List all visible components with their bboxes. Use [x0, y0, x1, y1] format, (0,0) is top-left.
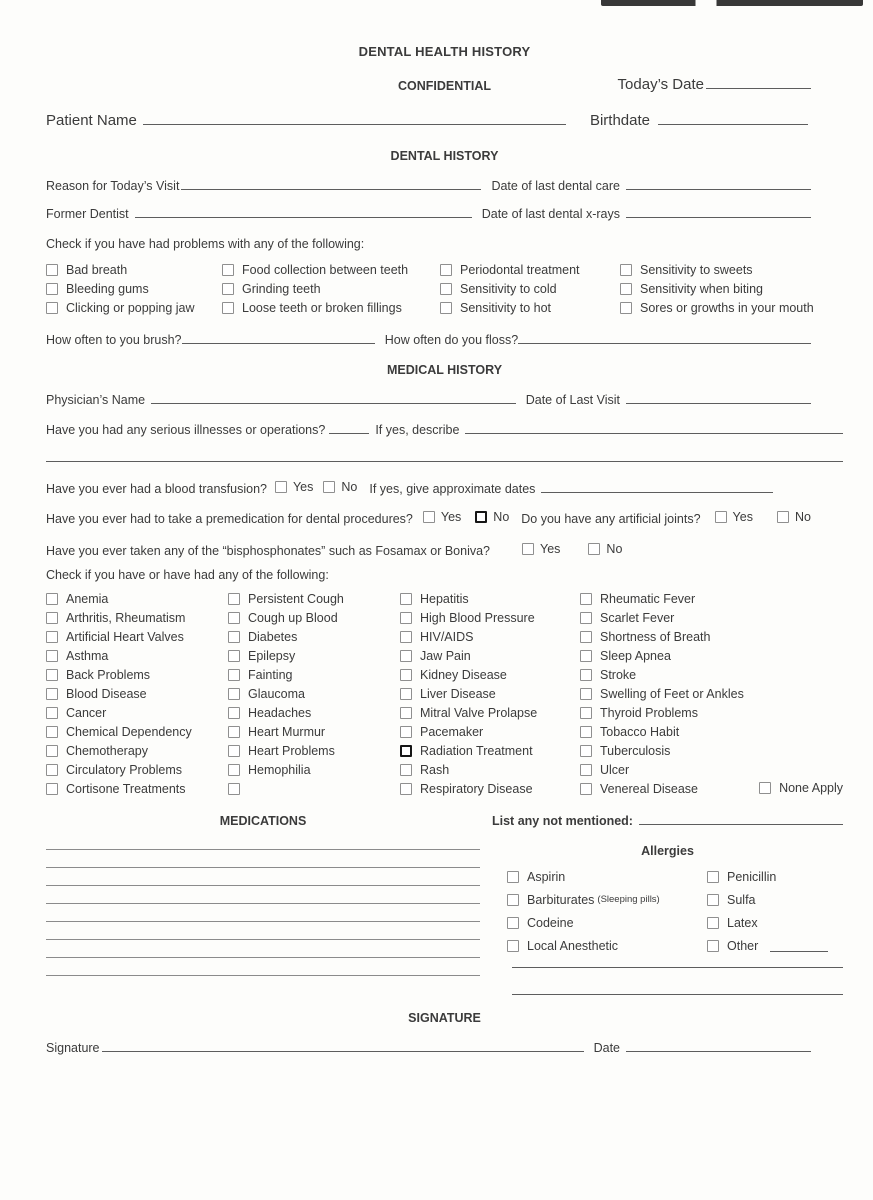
condition-item[interactable] [228, 611, 400, 625]
form-title: DENTAL HEALTH HISTORY [358, 44, 531, 59]
condition-item[interactable] [46, 782, 228, 796]
checkbox[interactable] [222, 302, 234, 314]
problem-item[interactable] [46, 301, 222, 315]
checkbox-label: Cortisone Treatments [66, 782, 186, 796]
condition-item[interactable] [46, 668, 228, 682]
allergy-extra-line-input[interactable] [512, 994, 843, 995]
checkbox[interactable] [228, 669, 240, 681]
condition-item[interactable] [400, 706, 580, 720]
checkbox-label: Hepatitis [420, 592, 469, 606]
checkbox[interactable] [440, 264, 452, 276]
physician-label: Physician’s Name [46, 393, 146, 407]
illness-continuation-line[interactable] [46, 461, 843, 462]
condition-item[interactable] [46, 649, 228, 663]
checkbox[interactable] [275, 481, 287, 493]
condition-item[interactable] [580, 763, 843, 777]
checkbox-label: Other [727, 939, 759, 953]
checkbox[interactable] [707, 871, 719, 883]
todays-date-field [618, 76, 811, 93]
checkbox[interactable] [400, 783, 412, 795]
checkbox-label: Latex [727, 916, 758, 930]
if-yes-describe-label: If yes, describe [375, 423, 460, 437]
brush-floss-row [46, 333, 811, 347]
condition-item[interactable] [580, 630, 843, 644]
checkbox-label: Ulcer [600, 763, 630, 777]
former-dentist-input[interactable] [135, 207, 472, 218]
checkbox-label: Glaucoma [248, 687, 305, 701]
checkbox[interactable] [580, 726, 592, 738]
transfusion-yes-checkbox[interactable] [275, 480, 313, 494]
checkbox-label: Sensitivity to hot [460, 301, 552, 315]
condition-item[interactable] [400, 592, 580, 606]
problems-grid [46, 263, 843, 315]
not-mentioned-input[interactable] [639, 814, 843, 825]
problem-item[interactable] [440, 282, 620, 296]
last-xrays-input[interactable] [626, 207, 811, 218]
medications-heading: MEDICATIONS [219, 814, 307, 828]
checkbox-label: Liver Disease [420, 687, 496, 701]
medication-line-input[interactable] [46, 868, 480, 886]
allergy-item-penicillin[interactable] [707, 870, 843, 884]
checkbox-label: Kidney Disease [420, 668, 507, 682]
last-care-label: Date of last dental care [491, 179, 620, 193]
birthdate-label: Birthdate [589, 112, 650, 129]
checkbox-label: Jaw Pain [420, 649, 471, 663]
problem-item[interactable] [620, 301, 843, 315]
checkbox[interactable] [580, 612, 592, 624]
brush-input[interactable] [182, 333, 375, 344]
allergy-item-sulfa[interactable] [707, 893, 843, 907]
last-visit-label: Date of Last Visit [525, 393, 620, 407]
checkbox[interactable] [400, 669, 412, 681]
condition-item[interactable] [400, 725, 580, 739]
allergy-other-input[interactable] [770, 941, 828, 952]
checkbox[interactable] [400, 745, 412, 757]
allergy-item-local-anesthetic[interactable] [507, 939, 707, 953]
condition-item[interactable] [400, 687, 580, 701]
checkbox-label: Thyroid Problems [600, 706, 698, 720]
checkbox[interactable] [400, 726, 412, 738]
checkbox-label: Swelling of Feet or Ankles [600, 687, 744, 701]
checkbox[interactable] [580, 631, 592, 643]
checkbox-sublabel: (Sleeping pills) [597, 894, 660, 905]
checkbox-label: Sleep Apnea [600, 649, 671, 663]
problem-item[interactable] [46, 282, 222, 296]
checkbox-label: Fainting [248, 668, 293, 682]
yes-label: Yes [292, 480, 314, 494]
bisphosphonates-row [46, 542, 843, 558]
no-label: No [606, 542, 623, 556]
condition-item[interactable] [46, 611, 228, 625]
checkbox[interactable] [522, 543, 534, 555]
allergy-item-latex[interactable] [707, 916, 843, 930]
artificial-joints-yes-checkbox[interactable] [715, 510, 753, 524]
checkbox-label: Radiation Treatment [420, 744, 533, 758]
checkbox[interactable] [580, 707, 592, 719]
problem-item[interactable] [440, 263, 620, 277]
checkbox[interactable] [46, 612, 58, 624]
condition-item[interactable] [580, 706, 843, 720]
checkbox[interactable] [228, 764, 240, 776]
condition-item[interactable] [46, 725, 228, 739]
checkbox-label: Blood Disease [66, 687, 147, 701]
checkbox-label: Scarlet Fever [600, 611, 675, 625]
signature-input[interactable] [102, 1041, 584, 1052]
checkbox[interactable] [400, 650, 412, 662]
checkbox-label: Food collection between teeth [242, 263, 409, 277]
checkbox[interactable] [580, 783, 592, 795]
premedication-yes-checkbox[interactable] [423, 510, 461, 524]
checkbox-label: Codeine [527, 916, 574, 930]
allergy-item-aspirin[interactable] [507, 870, 707, 884]
checkbox-label: Local Anesthetic [527, 939, 619, 953]
checkbox[interactable] [228, 631, 240, 643]
transfusion-no-checkbox[interactable] [323, 480, 357, 494]
former-dentist-label: Former Dentist [46, 207, 129, 221]
medication-line-input[interactable] [46, 922, 480, 940]
checkbox[interactable] [46, 302, 58, 314]
allergies-grid [492, 870, 843, 953]
checkbox-label: Pacemaker [420, 725, 484, 739]
illness-describe-input[interactable] [465, 423, 843, 434]
checkbox-label: Loose teeth or broken fillings [242, 301, 402, 315]
checkbox-label: Respiratory Disease [420, 782, 533, 796]
last-visit-input[interactable] [626, 393, 811, 404]
condition-item[interactable] [46, 763, 228, 777]
checkbox-label: Heart Problems [248, 744, 335, 758]
condition-item[interactable] [46, 592, 228, 606]
conditions-grid [46, 592, 843, 796]
problems-prompt: Check if you have had problems with any of the following: [46, 237, 365, 251]
yes-label: Yes [732, 510, 753, 524]
checkbox-label: Sensitivity when biting [640, 282, 763, 296]
birthdate-input[interactable] [658, 114, 808, 125]
checkbox[interactable] [400, 593, 412, 605]
checkbox[interactable] [507, 894, 519, 906]
checkbox-label: Sensitivity to sweets [640, 263, 753, 277]
conditions-prompt: Check if you have or have had any of the following: [46, 568, 329, 582]
illness-label: Have you had any serious illnesses or operations? [46, 423, 326, 437]
problem-item[interactable] [620, 263, 843, 277]
checkbox-label: Headaches [248, 706, 312, 720]
checkbox-label: Back Problems [66, 668, 151, 682]
condition-item[interactable] [228, 649, 400, 663]
checkbox-label: Shortness of Breath [600, 630, 711, 644]
checkbox[interactable] [715, 511, 727, 523]
checkbox[interactable] [400, 764, 412, 776]
checkbox[interactable] [580, 764, 592, 776]
checkbox[interactable] [222, 283, 234, 295]
checkbox-label: Venereal Disease [600, 782, 698, 796]
checkbox-label: High Blood Pressure [420, 611, 535, 625]
condition-item[interactable] [228, 668, 400, 682]
problem-item[interactable] [222, 301, 440, 315]
condition-item[interactable] [228, 725, 400, 739]
condition-item[interactable] [580, 611, 843, 625]
checkbox[interactable] [620, 283, 632, 295]
transfusion-dates-label: If yes, give approximate dates [369, 482, 536, 496]
date-input[interactable] [626, 1041, 811, 1052]
checkbox-label: HIV/AIDS [420, 630, 474, 644]
date-label: Date [593, 1041, 620, 1055]
checkbox[interactable] [46, 688, 58, 700]
artificial-joints-no-checkbox[interactable] [777, 510, 811, 524]
checkbox[interactable] [46, 764, 58, 776]
checkbox[interactable] [707, 917, 719, 929]
no-label: No [794, 510, 811, 524]
no-label: No [341, 480, 358, 494]
checkbox-label: Arthritis, Rheumatism [66, 611, 186, 625]
condition-item[interactable] [580, 725, 843, 739]
reason-input[interactable] [181, 179, 481, 190]
yes-label: Yes [440, 510, 462, 524]
checkbox[interactable] [46, 264, 58, 276]
checkbox-label: Asthma [66, 649, 109, 663]
checkbox[interactable] [46, 783, 58, 795]
bisphosphonates-yes-checkbox[interactable] [522, 542, 560, 556]
condition-item-radiation-treatment[interactable] [400, 744, 580, 758]
checkbox[interactable] [228, 688, 240, 700]
checkbox-label: Bad breath [66, 263, 128, 277]
allergy-item-barbiturates[interactable] [507, 893, 707, 907]
checkbox[interactable] [46, 726, 58, 738]
artificial-joints-label: Do you have any artificial joints? [521, 512, 701, 526]
condition-item[interactable] [400, 649, 580, 663]
allergy-extra-line-input[interactable] [512, 967, 843, 968]
checkbox[interactable] [400, 707, 412, 719]
checkbox-label: Sulfa [727, 893, 756, 907]
no-label: No [493, 510, 510, 524]
medication-line-input[interactable] [46, 886, 480, 904]
transfusion-dates-input[interactable] [541, 482, 773, 493]
checkbox-label: Aspirin [527, 870, 566, 884]
checkbox-label: Bleeding gums [66, 282, 149, 296]
todays-date-label: Today’s Date [617, 76, 704, 93]
yes-label: Yes [540, 542, 561, 556]
checkbox-label: Heart Murmur [248, 725, 326, 739]
condition-item[interactable] [580, 649, 843, 663]
checkbox[interactable] [46, 707, 58, 719]
checkbox-label: Epilepsy [248, 649, 296, 663]
problem-item[interactable] [222, 263, 440, 277]
condition-item[interactable] [400, 630, 580, 644]
checkbox[interactable] [46, 283, 58, 295]
patient-row [46, 112, 808, 129]
checkbox-label: Clicking or popping jaw [66, 301, 195, 315]
last-xrays-label: Date of last dental x-rays [481, 207, 620, 221]
medication-line-input[interactable] [46, 904, 480, 922]
signature-heading: SIGNATURE [408, 1011, 481, 1025]
condition-item[interactable] [580, 744, 843, 758]
checkbox[interactable] [400, 688, 412, 700]
checkbox-label: Cough up Blood [248, 611, 338, 625]
checkbox[interactable] [228, 726, 240, 738]
checkbox[interactable] [228, 650, 240, 662]
checkbox[interactable] [423, 511, 435, 523]
checkbox[interactable] [580, 593, 592, 605]
floss-input[interactable] [518, 333, 811, 344]
checkbox[interactable] [222, 264, 234, 276]
checkbox[interactable] [228, 612, 240, 624]
condition-item[interactable] [46, 630, 228, 644]
transfusion-label: Have you ever had a blood transfusion? [46, 482, 267, 496]
condition-item[interactable] [228, 630, 400, 644]
reason-row [46, 179, 811, 193]
checkbox-label: Persistent Cough [248, 592, 344, 606]
checkbox[interactable] [759, 782, 771, 794]
checkbox[interactable] [228, 745, 240, 757]
checkbox-label: Stroke [600, 668, 637, 682]
medication-line-input[interactable] [46, 850, 480, 868]
medications-column [46, 814, 480, 995]
checkbox[interactable] [323, 481, 335, 493]
checkbox-label: Circulatory Problems [66, 763, 183, 777]
signature-label: Signature [46, 1041, 100, 1055]
checkbox-label: Rash [420, 763, 450, 777]
checkbox[interactable] [228, 593, 240, 605]
condition-item[interactable] [400, 763, 580, 777]
medications-allergies-section [46, 814, 843, 995]
not-mentioned-row [492, 814, 843, 828]
problem-item[interactable] [222, 282, 440, 296]
checkbox[interactable] [475, 511, 487, 523]
allergies-heading: Allergies [641, 844, 694, 858]
medication-lines [46, 832, 480, 976]
patient-name-input[interactable] [143, 114, 566, 125]
checkbox[interactable] [580, 669, 592, 681]
medication-line-input[interactable] [46, 832, 480, 850]
condition-item[interactable] [400, 611, 580, 625]
checkbox[interactable] [580, 688, 592, 700]
checkbox[interactable] [507, 917, 519, 929]
condition-item[interactable] [46, 744, 228, 758]
checkbox-label: Hemophilia [248, 763, 311, 777]
condition-item[interactable] [228, 592, 400, 606]
checkbox-label: Periodontal treatment [460, 263, 580, 277]
checkbox-label: Anemia [66, 592, 109, 606]
premedication-no-checkbox[interactable] [475, 510, 509, 524]
problem-item[interactable] [440, 301, 620, 315]
checkbox-label: Diabetes [248, 630, 298, 644]
brush-label: How often to you brush? [46, 333, 182, 347]
checkbox[interactable] [46, 631, 58, 643]
todays-date-input[interactable] [706, 78, 811, 89]
checkbox[interactable] [707, 940, 719, 952]
checkbox[interactable] [440, 302, 452, 314]
scan-artifact [601, 0, 863, 6]
checkbox[interactable] [620, 264, 632, 276]
confidential-row [46, 76, 843, 98]
checkbox-label: Artificial Heart Valves [66, 630, 184, 644]
condition-item[interactable] [580, 592, 843, 606]
condition-item[interactable] [580, 668, 843, 682]
checkbox[interactable] [580, 745, 592, 757]
medication-line-input[interactable] [46, 958, 480, 976]
checkbox-label: Grinding teeth [242, 282, 321, 296]
floss-label: How often do you floss? [384, 333, 519, 347]
checkbox[interactable] [400, 612, 412, 624]
condition-item[interactable] [228, 744, 400, 758]
allergy-item-other[interactable] [707, 939, 843, 953]
checkbox[interactable] [588, 543, 600, 555]
checkbox-label: Tuberculosis [600, 744, 671, 758]
condition-item[interactable] [228, 763, 400, 777]
former-dentist-row [46, 207, 811, 221]
checkbox[interactable] [507, 940, 519, 952]
reason-label: Reason for Today’s Visit [46, 179, 180, 193]
problem-item[interactable] [46, 263, 222, 277]
checkbox[interactable] [707, 894, 719, 906]
condition-item[interactable] [228, 687, 400, 701]
problem-item[interactable] [620, 282, 843, 296]
checkbox-label: Mitral Valve Prolapse [420, 706, 538, 720]
checkbox-label: Cancer [66, 706, 107, 720]
patient-name-label: Patient Name [46, 112, 137, 129]
condition-item[interactable] [228, 706, 400, 720]
checkbox-label: Rheumatic Fever [600, 592, 696, 606]
illness-yesno-input[interactable] [329, 423, 369, 434]
bisphosphonates-no-checkbox[interactable] [588, 542, 622, 556]
checkbox[interactable] [46, 593, 58, 605]
checkbox-label: Sensitivity to cold [460, 282, 557, 296]
none-apply-item[interactable] [759, 781, 843, 795]
last-care-input[interactable] [626, 179, 811, 190]
checkbox[interactable] [777, 511, 789, 523]
condition-item[interactable] [400, 668, 580, 682]
condition-item[interactable] [46, 706, 228, 720]
checkbox-label: Tobacco Habit [600, 725, 680, 739]
checkbox[interactable] [620, 302, 632, 314]
condition-item-blank[interactable] [228, 782, 400, 796]
allergies-column [480, 814, 843, 995]
physician-input[interactable] [151, 393, 516, 404]
transfusion-row [46, 480, 843, 496]
premedication-row [46, 510, 843, 526]
checkbox-label: Penicillin [727, 870, 777, 884]
medical-history-heading: MEDICAL HISTORY [386, 363, 503, 377]
dental-history-heading: DENTAL HISTORY [390, 149, 499, 163]
premedication-label: Have you ever had to take a premedication for dental procedures? [46, 512, 413, 526]
bisphosphonates-label: Have you ever taken any of the “bisphosphonates” such as Fosamax or Boniva? [46, 544, 491, 558]
condition-item[interactable] [400, 782, 580, 796]
checkbox[interactable] [400, 631, 412, 643]
checkbox[interactable] [46, 650, 58, 662]
checkbox-label: Chemical Dependency [66, 725, 192, 739]
illness-row [46, 423, 843, 437]
checkbox-label: Chemotherapy [66, 744, 148, 758]
checkbox[interactable] [507, 871, 519, 883]
confidential-label: CONFIDENTIAL [397, 79, 492, 93]
checkbox[interactable] [228, 783, 240, 795]
checkbox-label: None Apply [779, 781, 843, 795]
checkbox-label: Sores or growths in your mouth [640, 301, 814, 315]
checkbox[interactable] [228, 707, 240, 719]
checkbox[interactable] [46, 669, 58, 681]
not-mentioned-label: List any not mentioned: [492, 814, 633, 828]
checkbox[interactable] [580, 650, 592, 662]
physician-row [46, 393, 811, 407]
signature-row [46, 1041, 811, 1055]
checkbox[interactable] [440, 283, 452, 295]
allergy-item-codeine[interactable] [507, 916, 707, 930]
checkbox[interactable] [46, 745, 58, 757]
checkbox-label: Barbiturates [527, 893, 595, 907]
medication-line-input[interactable] [46, 940, 480, 958]
condition-item[interactable] [46, 687, 228, 701]
condition-item[interactable] [580, 687, 843, 701]
